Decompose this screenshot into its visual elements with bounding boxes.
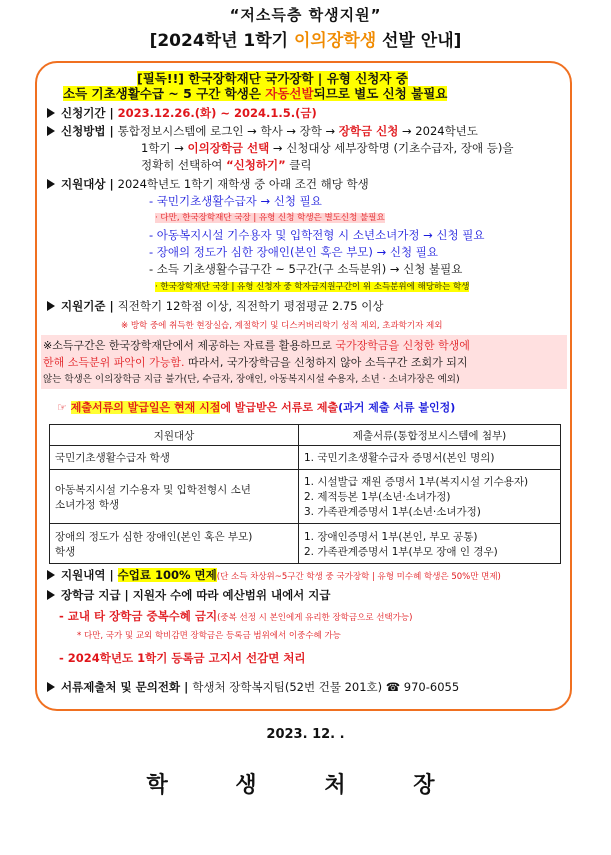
warning-line-2 xyxy=(43,355,468,370)
document-date: 2023. 12. . xyxy=(266,727,345,742)
method-text: → 2024학년도 xyxy=(398,124,478,138)
notice-red-text: 자동선발 xyxy=(265,86,314,101)
submit-highlight: 제출서류의 발급일은 현재 시점 xyxy=(70,401,221,414)
period-value: 2023.12.26.(화) ~ 2024.1.5.(금) xyxy=(117,106,317,120)
criteria-note: ※ 방학 중에 취득한 현장실습, 계절학기 및 디스커버리학기 성적 제외, 초과학기자 제외 xyxy=(121,321,443,331)
table-header: 제출서류(통합정보시스템에 첨부) xyxy=(299,425,561,446)
notice-text: [필독!!] 한국장학재단 국가장학 | 유형 신청자 중 xyxy=(137,71,408,86)
notice-line-1 xyxy=(137,71,408,86)
table-cell xyxy=(299,470,561,524)
table-cell xyxy=(50,470,299,524)
method-red-text: “신청하기” xyxy=(226,158,286,172)
submit-blue-text: (과거 제출 서류 불인정) xyxy=(338,401,456,414)
target-note-2 xyxy=(155,280,469,295)
warning-red-text: 한해 소득분위 파악이 가능함. xyxy=(43,356,185,369)
triangle-bullet-icon xyxy=(47,682,55,692)
table-row xyxy=(50,446,561,470)
criteria-value: 직전학기 12학점 이상, 직전학기 평점평균 2.75 이상 xyxy=(117,299,384,313)
method-text: 클릭 xyxy=(285,158,312,172)
triangle-bullet-icon xyxy=(47,570,55,580)
warning-line-3: 않는 학생은 이의장학금 지급 불가(단, 수급자, 장애인, 아동복지시설 수용자, 소년 · 소녀가장은 예외) xyxy=(43,374,460,385)
table-cell xyxy=(299,446,561,470)
method-text: → 신청대상 세부장학명 (기초수급자, 장애 등)을 xyxy=(269,141,514,155)
contact-row xyxy=(47,680,459,695)
cell-line: 아동복지시설 기수용자 및 입학전형시 소년 xyxy=(55,483,251,496)
triangle-bullet-icon xyxy=(47,179,55,189)
signature-line: 학 생 처 장 xyxy=(146,773,465,798)
duplicate-note: (중복 선정 시 본인에게 유리한 장학금으로 선택가능) xyxy=(217,613,413,623)
triangle-bullet-icon xyxy=(47,301,55,311)
cell-line: 1. 국민기초생활수급자 증명서(본인 명의) xyxy=(304,452,495,464)
notice-line-2 xyxy=(63,86,447,101)
triangle-bullet-icon xyxy=(47,590,55,600)
header-subtitle: “저소득층 학생지원” xyxy=(229,6,382,24)
content-row xyxy=(47,568,501,585)
triangle-bullet-icon xyxy=(47,126,55,136)
table-cell xyxy=(50,524,299,564)
table-cell xyxy=(299,524,561,564)
cell-line: 국민기초생활수급자 학생 xyxy=(55,452,170,464)
warning-text: 따라서, 국가장학금을 신청하지 않아 소득구간 조회가 되지 xyxy=(184,356,468,369)
method-text: 정확히 선택하여 xyxy=(141,158,227,172)
content-value: 수업료 100% 면제 xyxy=(117,568,217,582)
warning-text: ※소득구간은 한국장학재단에서 제공하는 자료를 활용하므로 xyxy=(43,339,336,352)
notice-text: 되므로 별도 신청 불필요 xyxy=(313,86,448,101)
cell-line: 2. 제적등본 1부(소년·소녀가정) xyxy=(304,491,451,503)
target-note-1 xyxy=(155,211,385,226)
duplicate-text: - 교내 타 장학금 중복수혜 금지 xyxy=(59,609,218,623)
duplicate-row xyxy=(59,609,412,626)
table-row xyxy=(50,470,561,524)
cell-line: 소녀가정 학생 xyxy=(55,498,120,511)
target-label: 지원대상 | xyxy=(61,177,118,191)
triangle-bullet-icon xyxy=(47,108,55,118)
submit-text: 에 발급받은 서류로 제출 xyxy=(220,401,339,414)
warning-red-text: 국가장학금을 신청한 학생에 xyxy=(335,339,470,352)
target-item-1: - 국민기초생활수급자 → 신청 필요 xyxy=(149,194,322,208)
cell-line: 1. 시설발급 재원 증명서 1부(복지시설 기수용자) xyxy=(304,476,529,488)
title-highlight: 이의장학생 xyxy=(294,31,377,51)
document-table xyxy=(49,424,561,564)
method-text: 통합정보시스템에 로그인 → 학사 → 장학 → xyxy=(117,124,339,138)
table-header: 지원대상 xyxy=(50,425,299,446)
duplicate-exception-note: * 다만, 국가 및 교외 학비감면 장학금은 등록금 범위에서 이중수혜 가능 xyxy=(77,631,341,641)
method-red-text: 장학금 신청 xyxy=(338,124,399,138)
cell-line: 장애의 정도가 심한 장애인(본인 혹은 부모) xyxy=(55,530,253,543)
page-title xyxy=(0,26,611,51)
method-row-3 xyxy=(141,158,312,173)
notice-text: 소득 기초생활수급 ~ 5 구간 학생은 xyxy=(63,86,266,101)
criteria-label: 지원기준 | xyxy=(61,299,118,313)
target-note-text: · 다만, 한국장학재단 국장 | 유형 신청 학생은 별도신청 불필요 xyxy=(155,213,385,223)
target-intro: 2024학년도 1학기 재학생 중 아래 조건 해당 학생 xyxy=(117,177,369,191)
submit-notice xyxy=(57,400,455,415)
method-label: 신청방법 | xyxy=(61,124,118,138)
table-cell xyxy=(50,446,299,470)
content-note: (단 소득 차상위~5구간 학생 중 국가장학 | 유형 미수혜 학생은 50%만 면제) xyxy=(216,572,501,582)
cell-line: 3. 가족관계증명서 1부(소년·소녀가정) xyxy=(304,506,481,518)
method-row xyxy=(47,124,478,139)
content-label: 지원내역 | xyxy=(61,568,118,582)
contact-value: 학생처 장학복지팀(52번 건물 201호) ☎ 970-6055 xyxy=(192,680,460,694)
title-part: 선발 안내] xyxy=(376,31,462,51)
contact-label: 서류제출처 및 문의전화 | xyxy=(61,680,193,694)
target-row xyxy=(47,177,369,192)
method-row-2 xyxy=(141,141,513,156)
pointing-hand-icon: ☞ xyxy=(57,401,71,414)
pay-text: 장학금 지급 | 지원자 수에 따라 예산범위 내에서 지급 xyxy=(61,588,331,602)
tuition-row: - 2024학년도 1학기 등록금 고지서 선감면 처리 xyxy=(59,651,306,665)
cell-line: 학생 xyxy=(55,545,76,558)
cell-line: 1. 장애인증명서 1부(본인, 부모 공통) xyxy=(304,530,478,543)
method-red-text: 이의장학금 선택 xyxy=(187,141,270,155)
method-text: 1학기 → xyxy=(141,141,188,155)
warning-line-1 xyxy=(43,338,470,353)
period-label: 신청기간 | xyxy=(61,106,118,120)
pay-row xyxy=(47,588,331,603)
table-row xyxy=(50,524,561,564)
criteria-row xyxy=(47,299,383,314)
target-note-text: · 한국장학재단 국장 | 유형 신청자 중 학자금지원구간이 위 소득분위에 해당하는 학생 xyxy=(155,282,470,292)
target-item-2: - 아동복지시설 기수용자 및 입학전형 시 소년소녀가정 → 신청 필요 xyxy=(149,228,485,242)
target-item-3: - 장애의 정도가 심한 장애인(본인 혹은 부모) → 신청 필요 xyxy=(149,245,438,259)
title-part: [2024학년 1학기 xyxy=(149,31,294,51)
notice-box xyxy=(35,61,572,711)
cell-line: 2. 가족관계증명서 1부(부모 장애 인 경우) xyxy=(304,545,498,558)
period-row xyxy=(47,106,317,121)
target-item-4: - 소득 기초생활수급구간 ~ 5구간(구 소득분위) → 신청 불필요 xyxy=(149,262,463,276)
